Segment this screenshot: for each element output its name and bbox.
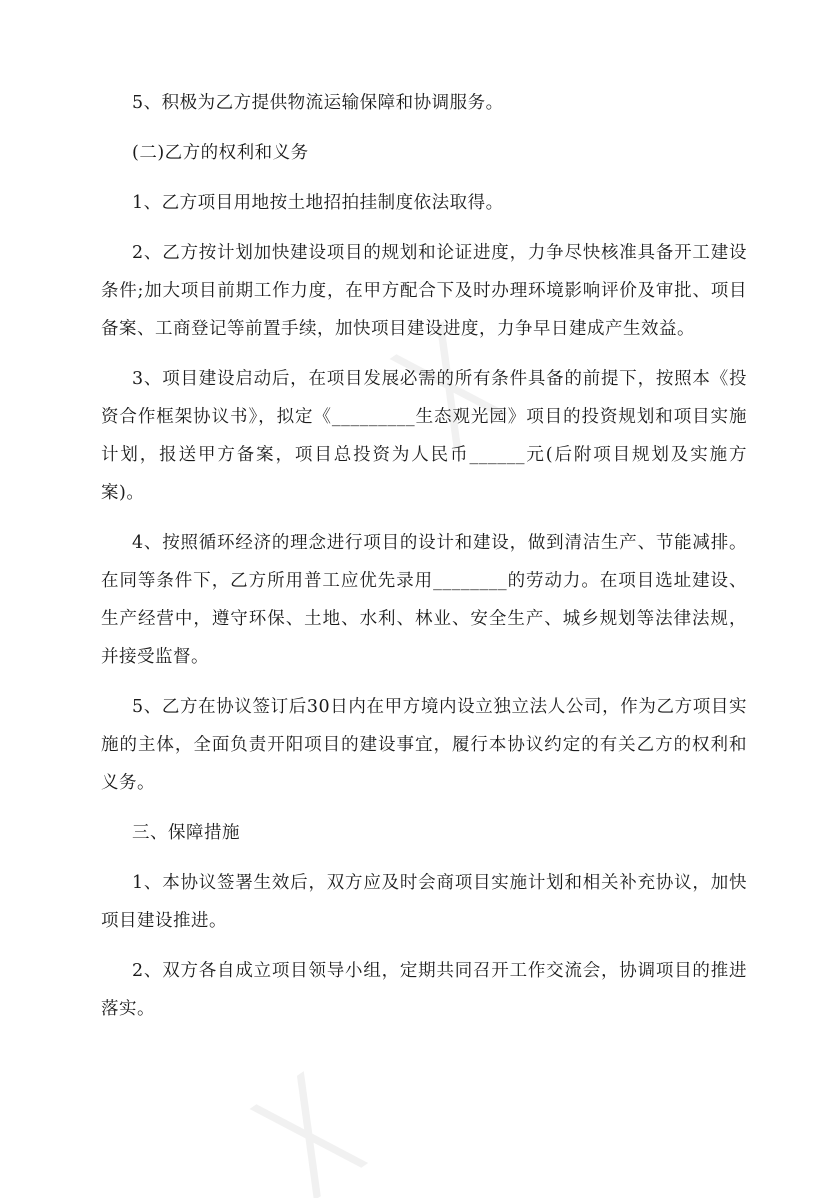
paragraph: 2、双方各自成立项目领导小组，定期共同召开工作交流会，协调项目的推进落实。 bbox=[101, 961, 747, 1019]
section-heading: 三、保障措施 bbox=[132, 823, 240, 843]
paragraph: 5、乙方在协议签订后30日内在甲方境内设立独立法人公司，作为乙方项目实施的主体，全面负责开阳项目的建设事宜，履行本协议约定的有关乙方的权利和义务。 bbox=[101, 697, 747, 793]
paragraph: 3、项目建设启动后，在项目发展必需的所有条件具备的前提下，按照本《投资合作框架协议书》，拟定《_________生态观光园》项目的投资规划和项目实施计划，报送甲方备案，项目总投资为人民币______元(后附项目规划及实施方案)。 bbox=[101, 369, 747, 503]
watermark: ╳ bbox=[253, 1073, 365, 1198]
paragraph: 5、积极为乙方提供物流运输保障和协调服务。 bbox=[132, 93, 504, 113]
paragraph: 1、本协议签署生效后，双方应及时会商项目实施计划和相关补充协议，加快项目建设推进。 bbox=[101, 873, 747, 931]
paragraph: 2、乙方按计划加快建设项目的规划和论证进度，力争尽快核准具备开工建设条件;加大项目前期工作力度，在甲方配合下及时办理环境影响评价及审批、项目备案、工商登记等前置手续，加快项目建设进度，力争早日建成产生效益。 bbox=[101, 243, 747, 339]
watermark: ╳ bbox=[393, 323, 505, 449]
paragraph: 4、按照循环经济的理念进行项目的设计和建设，做到清洁生产、节能减排。在同等条件下，乙方所用普工应优先录用________的劳动力。在项目选址建设、生产经营中，遵守环保、土地、水利、林业、安全生产、城乡规划等法律法规，并接受监督。 bbox=[101, 533, 747, 667]
paragraph: 1、乙方项目用地按土地招拍挂制度依法取得。 bbox=[132, 193, 504, 213]
document-body bbox=[101, 84, 747, 1040]
section-heading: (二)乙方的权利和义务 bbox=[132, 143, 309, 163]
